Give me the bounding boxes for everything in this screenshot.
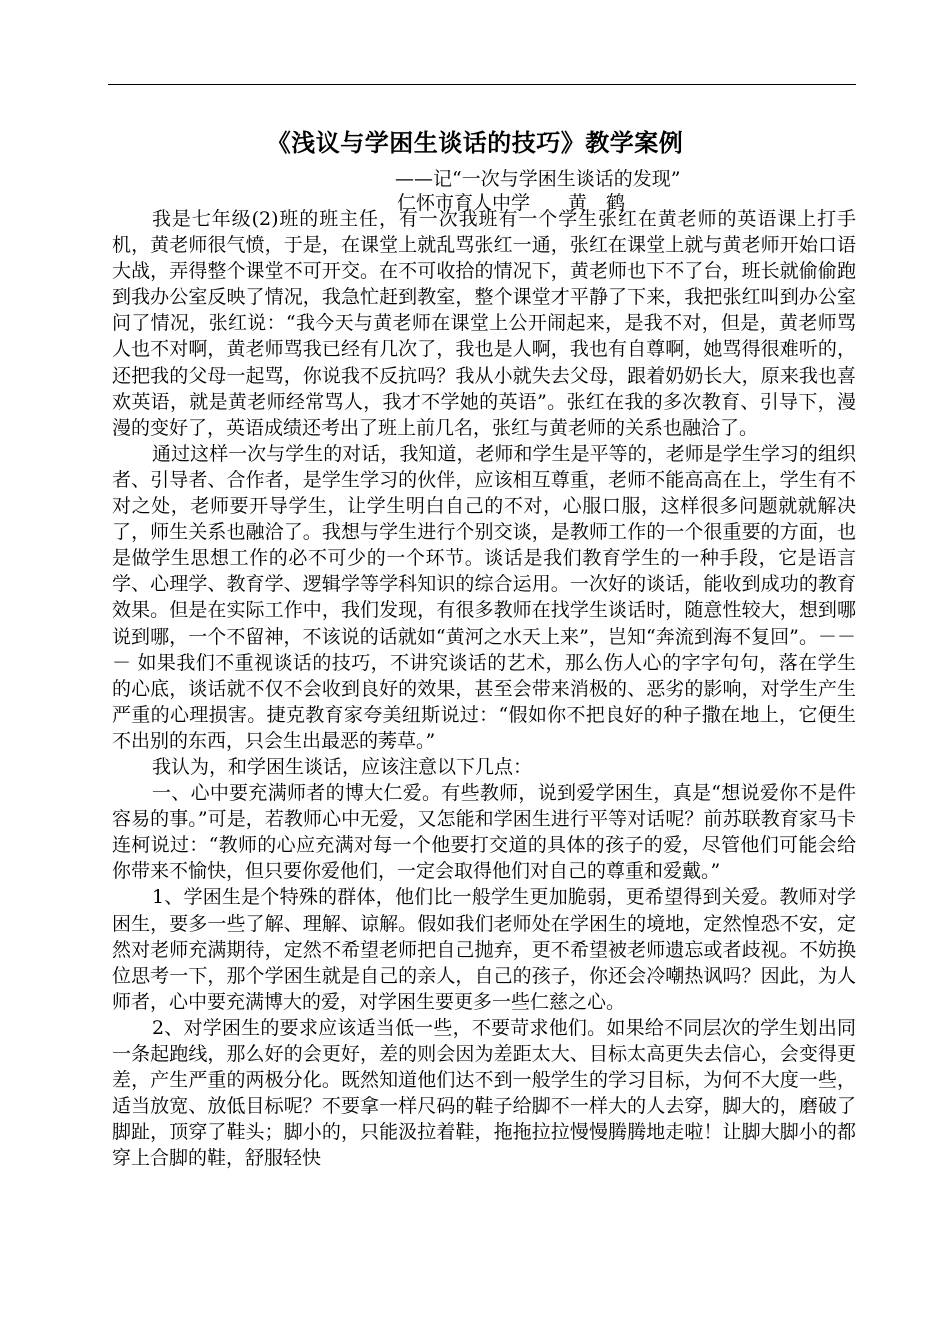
paragraph: 1、学困生是个特殊的群体，他们比一般学生更加脆弱，更希望得到关爱。教师对学困生，要多一些了解、理解、谅解。假如我们老师处在学困生的境地，定然惶恐不安，定然对老师充满期待，定然不希望老师把自己抛弃，更不希望被老师遗忘或者歧视。不妨换位思考一下，那个学困生就是自己的亲人，自己的孩子，你还会冷嘲热讽吗？因此，为人师者，心中要充满博大的爱，对学困生要更多一些仁慈之心。 — [112, 886, 856, 1013]
document-body — [112, 206, 856, 1171]
document-subtitle: ——记“一次与学困生谈话的发现” — [395, 168, 681, 190]
paragraph: 2、对学困生的要求应该适当低一些，不要苛求他们。如果给不同层次的学生划出同一条起跑线，那么好的会更好，差的则会因为差距太大、目标太高更失去信心，会变得更差，产生严重的两极分化。既然知道他们达不到一般学生的学习目标，为何不大度一些，适当放宽、放低目标呢？不要拿一样尺码的鞋子给脚不一样大的人去穿，脚大的，磨破了脚趾，顶穿了鞋头；脚小的，只能汲拉着鞋，拖拖拉拉慢慢腾腾地走啦！让脚大脚小的都穿上合脚的鞋，舒服轻快 — [112, 1016, 856, 1170]
document-title: 《浅议与学困生谈话的技巧》教学案例 — [266, 129, 684, 157]
paragraph: 通过这样一次与学生的对话，我知道，老师和学生是平等的，老师是学生学习的组织者、引导者、合作者，是学生学习的伙伴，应该相互尊重，老师不能高高在上，学生有不对之处，老师要开导学生，让学生明白自己的不对，心服口服，这样很多问题就就解决了，师生关系也融洽了。我想与学生进行个别交谈，是教师工作的一个很重要的方面，也是做学生思想工作的必不可少的一个环节。谈话是我们教育学生的一种手段，它是语言学、心理学、教育学、逻辑学等学科知识的综合运用。一次好的谈话，能收到成功的教育效果。但是在实际工作中，我们发现，有很多教师在找学生谈话时，随意性较大，想到哪说到哪，一个不留神，不该说的话就如“黄河之水天上来”，岂知“奔流到海不复回”。－－－ 如果我们不重视谈话的技巧，不讲究谈话的艺术，那么伤人心的字字句句，落在学生的心底，谈话就不仅不会收到良好的效果，甚至会带来消极的、恶劣的影响，对学生产生严重的心理损害。捷克教育家夸美纽斯说过：“假如你不把良好的种子撒在地上，它便生不出别的东西，只会生出最恶的莠草。” — [112, 442, 856, 752]
paragraph: 我是七年级(2)班的班主任，有一次我班有一个学生张红在黄老师的英语课上打手机，黄老师很气愤，于是，在课堂上就乱骂张红一通，张红在课堂上就与黄老师开始口语大战，弄得整个课堂不可开交。在不可收拾的情况下，黄老师也下不了台，班长就偷偷跑到我办公室反映了情况，我急忙赶到教室，整个课堂才平静了下来，我把张红叫到办公室问了情况，张红说：“我今天与黄老师在课堂上公开闹起来，是我不对，但是，黄老师骂人也不对啊，黄老师骂我已经有几次了，我也是人啊，我也有自尊啊，她骂得很难听的，还把我的父母一起骂，你说我不反抗吗？我从小就失去父母，跟着奶奶长大，原来我也喜欢英语，就是黄老师经常骂人，我才不学她的英语”。张红在我的多次教育、引导下，漫漫的变好了，英语成绩还考出了班上前几名，张红与黄老师的关系也融洽了。 — [112, 208, 856, 439]
paragraph: 我认为，和学困生谈话，应该注意以下几点： — [152, 755, 533, 778]
header-rule — [108, 84, 856, 85]
paragraph: 一、心中要充满师者的博大仁爱。有些教师，说到爱学困生，真是“想说爱你不是件容易的事。”可是，若教师心中无爱，又怎能和学困生进行平等对话呢？前苏联教育家马卡连柯说过：“教师的心应充满对每一个他要打交道的具体的孩子的爱，尽管他们可能会给你带来不愉快，但只要你爱他们，一定会取得他们对自己的尊重和爱戴。” — [112, 782, 856, 883]
author-line: 仁怀市育人中学 黄 鹤 — [397, 192, 626, 214]
